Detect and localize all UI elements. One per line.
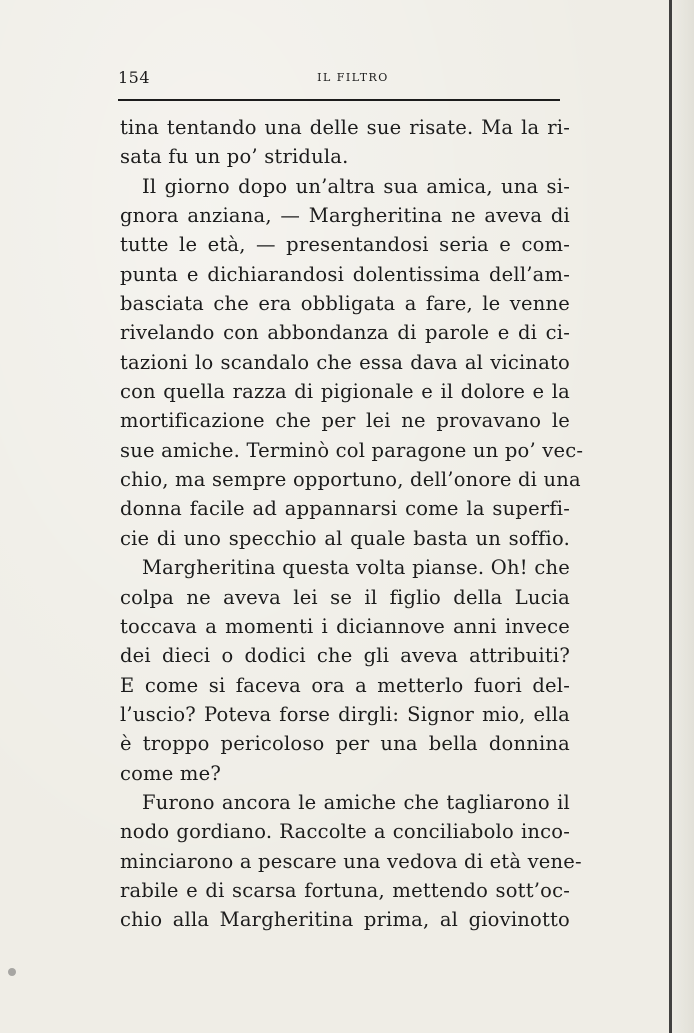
text-line: donna facile ad appannarsi come la superfi- [120,497,570,521]
text-line: rabile e di scarsa fortuna, mettendo sott’oc- [120,878,570,902]
text-line: punta e dichiarandosi dolentissima dell’am- [120,262,570,286]
text-line: sata fu un po’ stridula. [120,145,349,169]
text-line: cie di uno specchio al quale basta un soffio. [120,526,570,550]
text-line: mortificazione che per lei ne provavano le [120,409,570,433]
text-line: colpa ne aveva lei se il figlio della Lucia [120,585,570,609]
text-line: come me? [120,761,221,785]
text-line: chio, ma sempre opportuno, dell’onore di una [120,468,581,492]
page-spine-line [669,0,672,1033]
text-line: Margheritina questa volta pianse. Oh! che [142,556,570,580]
text-line: minciarono a pescare una vedova di età vene- [120,849,582,873]
text-line: con quella razza di pigionale e il dolore e la [120,380,570,404]
text-line: Furono ancora le amiche che tagliarono il [142,790,570,814]
text-line: E come si faceva ora a metterlo fuori del- [120,673,570,697]
text-line: chio alla Margheritina prima, al giovinotto [120,908,570,932]
text-line: rivelando con abbondanza di parole e di ci- [120,321,570,345]
text-line: tazioni lo scandalo che essa dava al vicinato [120,350,570,374]
text-line: toccava a momenti i diciannove anni invece [120,614,570,638]
page-edge-shadow [672,0,694,1033]
text-line: dei dieci o dodici che gli aveva attribuiti? [120,644,570,668]
text-line: tina tentando una delle sue risate. Ma la ri- [120,116,570,139]
text-line: nodo gordiano. Raccolte a conciliabolo inco- [120,820,570,844]
text-line: tutte le età, — presentandosi seria e com- [120,233,570,257]
header-rule [118,99,560,101]
body-text [120,113,584,935]
text-line: basciata che era obbligata a fare, le venne [120,292,570,316]
text-line: sue amiche. Terminò col paragone un po’ vec- [120,438,584,462]
text-line: gnora anziana, — Margheritina ne aveva di [120,204,570,228]
running-title: IL FILTRO [317,71,389,84]
text-line: è troppo pericoloso per una bella donnina [120,732,570,756]
paper-speck [8,968,16,976]
page-header [118,68,560,94]
text-line: l’uscio? Poteva forse dirgli: Signor mio, ella [120,702,570,726]
text-line: Il giorno dopo un’altra sua amica, una si- [142,174,570,198]
page-number: 154 [118,68,151,87]
